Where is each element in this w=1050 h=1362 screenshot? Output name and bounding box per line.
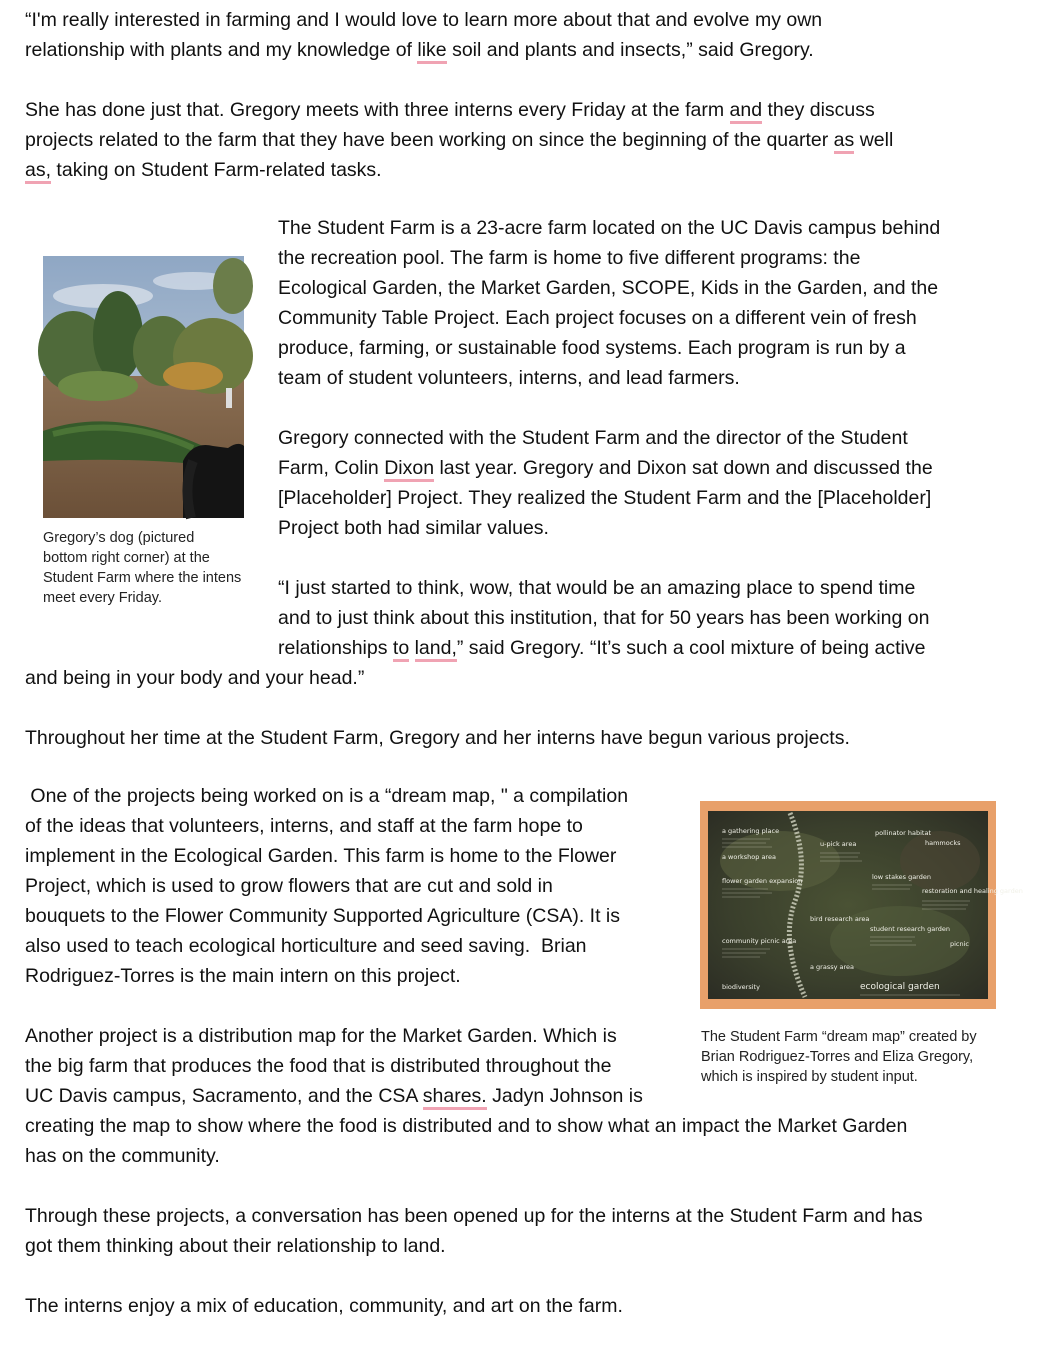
text-line xyxy=(278,453,933,483)
text-line xyxy=(25,1081,643,1111)
map-label-restoration: restoration and healing garden xyxy=(922,887,1023,895)
paragraph-8 xyxy=(25,1021,643,1111)
text-segment: She has done just that. Gregory meets with three interns every Friday at the farm xyxy=(25,99,730,121)
text-segment: projects related to the farm that they have been working on since the beginning of the quarter xyxy=(25,129,834,151)
dog-photo-caption xyxy=(43,528,241,608)
text-line xyxy=(25,125,893,155)
map-label-gathering: a gathering place xyxy=(722,827,780,835)
text-segment: they discuss xyxy=(762,99,875,121)
map-label-grassy: a grassy area xyxy=(810,963,855,971)
spellcheck-flagged-word[interactable]: as xyxy=(834,131,855,154)
paragraph-4 xyxy=(278,423,933,543)
map-label-biodiversity: biodiversity xyxy=(722,983,760,991)
text-line: team of student volunteers, interns, and lead farmers. xyxy=(278,367,740,389)
text-line: Community Table Project. Each project focuses on a different vein of fresh xyxy=(278,307,917,329)
text-line: creating the map to show where the food is distributed and to show what an impact the Market Garden xyxy=(25,1115,908,1137)
text-line: [Placeholder] Project. They realized the Student Farm and the [Placeholder] xyxy=(278,487,932,509)
paragraph-10: The interns enjoy a mix of education, community, and art on the farm. xyxy=(25,1295,623,1317)
text-line xyxy=(25,155,893,185)
spellcheck-flagged-word[interactable]: like xyxy=(417,41,446,64)
text-line: bouquets to the Flower Community Supported Agriculture (CSA). It is xyxy=(25,905,621,927)
text-line: The Student Farm “dream map” created by xyxy=(701,1029,977,1045)
text-segment: relationship with plants and my knowledge of xyxy=(25,39,418,61)
map-label-ecological: ecological garden xyxy=(860,982,940,992)
map-label-upick: u-pick area xyxy=(820,840,857,848)
spellcheck-flagged-word[interactable]: and xyxy=(730,101,763,124)
text-line: Project both had similar values. xyxy=(278,517,549,539)
text-line: also used to teach ecological horticulture and seed saving. Brian xyxy=(25,935,587,957)
text-line xyxy=(278,633,929,663)
text-line: Project, which is used to grow flowers that are cut and sold in xyxy=(25,875,553,897)
map-label-hammocks: hammocks xyxy=(925,839,961,847)
paragraph-8-continued xyxy=(25,1111,907,1171)
spellcheck-flagged-word[interactable]: to xyxy=(393,639,409,662)
paragraph-6: Throughout her time at the Student Farm, Gregory and her interns have begun various projects. xyxy=(25,727,850,749)
map-label-pollinator: pollinator habitat xyxy=(875,829,932,837)
text-line: and to just think about this institution, that for 50 years has been working on xyxy=(278,607,930,629)
text-line: has on the community. xyxy=(25,1145,220,1167)
dog-farm-photo xyxy=(43,256,244,518)
text-line: produce, farming, or sustainable food systems. Each program is run by a xyxy=(278,337,906,359)
map-label-student: student research garden xyxy=(870,925,951,933)
text-line: meet every Friday. xyxy=(43,590,162,606)
text-line: implement in the Ecological Garden. This farm is home to the Flower xyxy=(25,845,617,867)
text-line: got them thinking about their relationship to land. xyxy=(25,1235,446,1257)
paragraph-5 xyxy=(278,573,929,663)
text-line: Student Farm where the intens xyxy=(43,570,242,586)
paragraph-2 xyxy=(25,95,893,185)
text-line: which is inspired by student input. xyxy=(701,1069,918,1085)
spellcheck-flagged-word[interactable]: land, xyxy=(415,639,457,662)
paragraph-9 xyxy=(25,1201,923,1261)
text-segment: last year. Gregory and Dixon sat down and discussed the xyxy=(434,457,933,479)
text-line: of the ideas that volunteers, interns, and staff at the farm hope to xyxy=(25,815,583,837)
text-line: Another project is a distribution map for the Market Garden. Which is xyxy=(25,1025,617,1047)
text-line: Rodriguez-Torres is the main intern on this project. xyxy=(25,965,461,987)
map-label-picnic: community picnic area xyxy=(722,937,797,945)
text-segment: relationships xyxy=(278,637,393,659)
dream-map-image xyxy=(700,801,1023,1009)
text-line: the recreation pool. The farm is home to five different programs: the xyxy=(278,247,861,269)
spellcheck-flagged-word[interactable]: Dixon xyxy=(384,459,434,482)
map-label-flower: flower garden expansion xyxy=(722,877,803,885)
paragraph-7 xyxy=(25,781,628,991)
text-line: “I just started to think, wow, that would be an amazing place to spend time xyxy=(278,577,916,599)
spellcheck-flagged-word[interactable]: as, xyxy=(25,161,51,184)
text-line xyxy=(25,35,822,65)
text-segment: Farm, Colin xyxy=(278,457,385,479)
text-line: the big farm that produces the food that is distributed throughout the xyxy=(25,1055,612,1077)
text-line: One of the projects being worked on is a “dream map, " a compilation xyxy=(25,785,629,807)
text-segment: soil and plants and insects,” said Gregory. xyxy=(446,39,814,61)
map-label-bird: bird research area xyxy=(810,915,870,923)
text-line: Gregory connected with the Student Farm and the director of the Student xyxy=(278,427,908,449)
text-segment: taking on Student Farm-related tasks. xyxy=(51,159,382,181)
text-segment: UC Davis campus, Sacramento, and the CSA xyxy=(25,1085,423,1107)
text-segment: ” said Gregory. “It’s such a cool mixture of being active xyxy=(456,637,926,659)
map-label-picnic2: picnic xyxy=(950,940,970,948)
text-line: Gregory’s dog (pictured xyxy=(43,530,195,546)
paragraph-3 xyxy=(278,213,940,393)
map-label-workshop: a workshop area xyxy=(722,853,776,861)
text-segment: Jadyn Johnson is xyxy=(486,1085,643,1107)
text-line: Ecological Garden, the Market Garden, SCOPE, Kids in the Garden, and the xyxy=(278,277,939,299)
text-segment: well xyxy=(854,129,894,151)
map-label-lowstakes: low stakes garden xyxy=(872,873,931,881)
spellcheck-flagged-word[interactable]: shares. xyxy=(423,1087,487,1110)
text-line: Brian Rodriguez-Torres and Eliza Gregory, xyxy=(701,1049,974,1065)
text-line: The Student Farm is a 23-acre farm located on the UC Davis campus behind xyxy=(278,217,941,239)
text-line: bottom right corner) at the xyxy=(43,550,210,566)
text-line: “I'm really interested in farming and I would love to learn more about that and evolve my own xyxy=(25,9,823,31)
paragraph-5-continued: and being in your body and your head.” xyxy=(25,667,365,689)
text-line xyxy=(25,95,893,125)
paragraph-1 xyxy=(25,5,822,65)
dream-map-caption xyxy=(701,1027,977,1087)
text-line: Through these projects, a conversation has been opened up for the interns at the Student Farm and has xyxy=(25,1205,923,1227)
